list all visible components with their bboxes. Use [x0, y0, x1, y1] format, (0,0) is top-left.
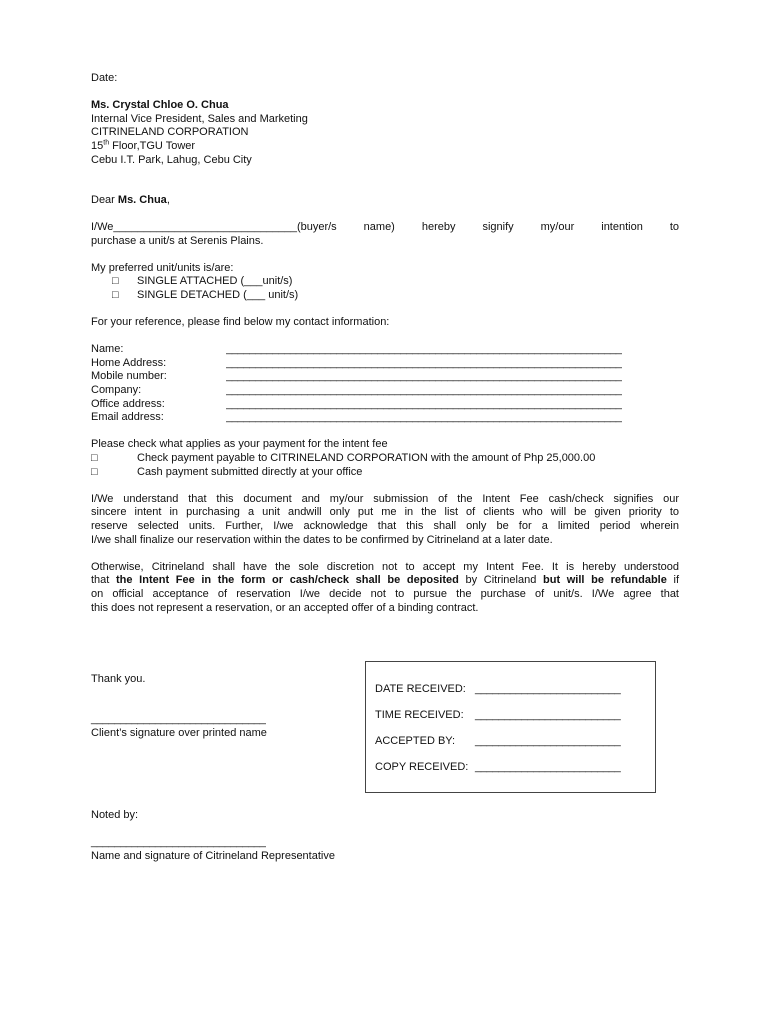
recipient-floor: 15th Floor,TGU Tower [91, 139, 196, 152]
intent-line-1: I/We______________________________(buyer/s name) hereby signify my/our intention to [91, 220, 679, 233]
contact-field-row[interactable] [91, 370, 679, 384]
contact-field-label: Email address: [91, 411, 164, 424]
contact-field-row[interactable] [91, 343, 679, 357]
payment-option-cash[interactable]: □ Cash payment submitted directly at your office [91, 465, 363, 478]
contact-field-blank[interactable]: ____________________________________________________________________ [226, 343, 622, 356]
contact-field-row[interactable] [91, 357, 679, 371]
contact-field-blank[interactable]: ____________________________________________________________________ [226, 356, 622, 369]
client-signature-caption: Client’s signature over printed name [91, 727, 267, 739]
receipt-box [365, 661, 656, 793]
receipt-date-received: DATE RECEIVED: _________________________ [375, 683, 621, 695]
letter-body [91, 72, 679, 615]
contact-field-label: Home Address: [91, 356, 167, 369]
acknowledgement-paragraph: I/We understand that this document and my/our submission of the Intent Fee cash/check signifies our sincere intent in purchasing a unit andwill only put me in the list of clients who will be given priority to reserve selected units. Further, I/we acknowledge that this shall only be for a limited period wherein I/we shall finalize our reservation within the dates to be confirmed by Citrineland at a later date. [91, 492, 679, 546]
recipient-title: Internal Vice President, Sales and Marketing [91, 112, 308, 125]
contact-fields [91, 343, 679, 425]
contact-field-row[interactable] [91, 384, 679, 398]
contact-field-label: Office address: [91, 397, 165, 410]
contact-heading: For your reference, please find below my contact information: [91, 316, 390, 329]
date-label: Date: [91, 72, 118, 84]
checkbox-icon[interactable]: □ [112, 275, 119, 288]
noted-by: Noted by: [91, 809, 139, 821]
units-heading: My preferred unit/units is/are: [91, 261, 234, 274]
payment-heading: Please check what applies as your payment for the intent fee [91, 438, 388, 451]
contact-field-label: Mobile number: [91, 370, 167, 383]
unit-option-detached[interactable]: □ SINGLE DETACHED (___ unit/s) [112, 288, 299, 301]
unit-option-attached[interactable]: □ SINGLE ATTACHED (___unit/s) [112, 275, 293, 288]
checkbox-icon[interactable]: □ [112, 288, 119, 301]
receipt-accepted-by: ACCEPTED BY: _________________________ [375, 735, 621, 747]
checkbox-icon[interactable]: □ [91, 452, 98, 465]
contact-field-row[interactable] [91, 411, 679, 425]
contact-field-label: Name: [91, 343, 124, 356]
contact-field-blank[interactable]: ____________________________________________________________________ [226, 384, 622, 397]
client-signature-line: ______________________________ [91, 713, 266, 725]
recipient-city: Cebu I.T. Park, Lahug, Cebu City [91, 153, 252, 166]
recipient-name: Ms. Crystal Chloe O. Chua [91, 99, 229, 112]
salutation: Dear Ms. Chua, [91, 193, 170, 206]
contact-field-label: Company: [91, 384, 142, 397]
payment-option-check[interactable]: □ Check payment payable to CITRINELAND CORPORATION with the amount of Php 25,000.00 [91, 452, 596, 465]
contact-field-blank[interactable]: ____________________________________________________________________ [226, 370, 622, 383]
discretion-paragraph: Otherwise, Citrineland shall have the sole discretion not to accept my Intent Fee. It is hereby understood that the Intent Fee in the form or cash/check shall be deposited by Citrineland but will be refundable if on official acceptance of reservation I/we decide not to pursue the purchase of unit/s. I/We agree that this does not represent a reservation, or an accepted offer of a binding contract. [91, 560, 680, 614]
checkbox-icon[interactable]: □ [91, 465, 98, 478]
receipt-copy-received: COPY RECEIVED: _________________________ [375, 761, 621, 773]
representative-caption: Name and signature of Citrineland Representative [91, 850, 335, 862]
thank-you: Thank you. [91, 673, 146, 685]
representative-signature-line: ______________________________ [91, 836, 266, 848]
intent-line-2: purchase a unit/s at Serenis Plains. [91, 234, 264, 247]
contact-field-blank[interactable]: ____________________________________________________________________ [226, 397, 622, 410]
recipient-company: CITRINELAND CORPORATION [91, 126, 249, 139]
contact-field-row[interactable] [91, 398, 679, 412]
contact-field-blank[interactable]: ____________________________________________________________________ [226, 411, 622, 424]
receipt-time-received: TIME RECEIVED: _________________________ [375, 709, 621, 721]
